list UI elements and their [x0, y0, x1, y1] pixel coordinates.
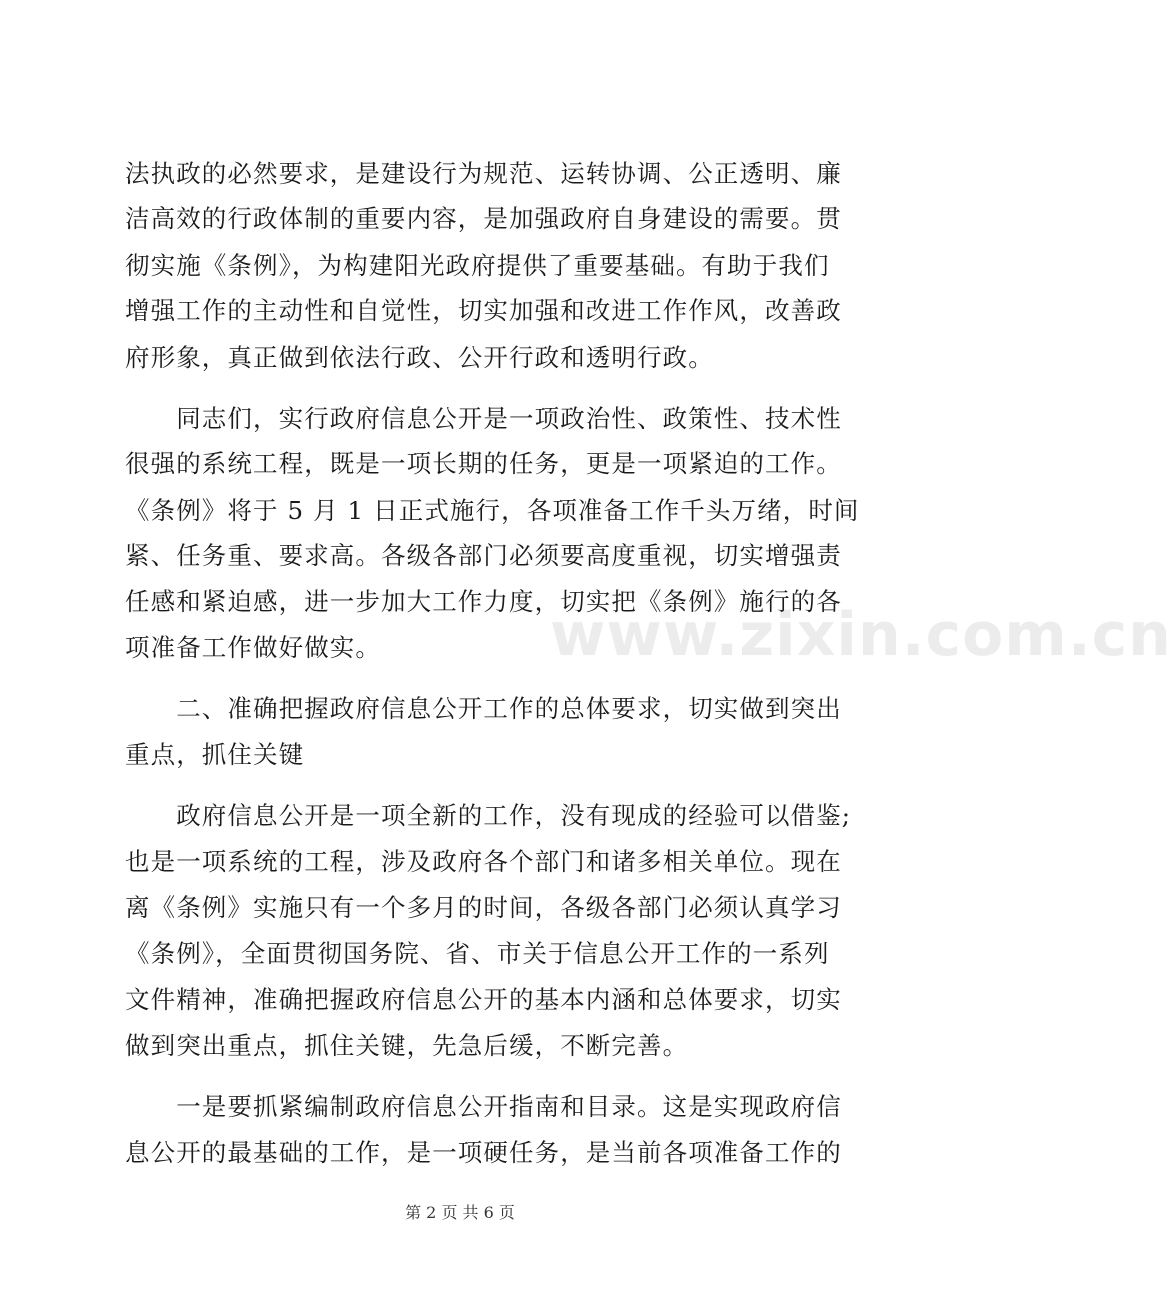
watermark: www.zixin.com.cn	[550, 600, 1172, 670]
text-line: 任感和紧迫感，进一步加大工作力度，切实把《条例》施行的各	[125, 587, 842, 616]
text-line: 一是要抓紧编制政府信息公开指南和目录。这是实现政府信	[125, 1092, 842, 1121]
page-footer: 第 2 页 共 6 页	[405, 1203, 515, 1222]
text-line: 府形象，真正做到依法行政、公开行政和透明行政。	[125, 343, 714, 372]
text-line: 政府信息公开是一项全新的工作，没有现成的经验可以借鉴;	[125, 801, 852, 830]
text-line: 《条例》将于 5 月 1 日正式施行，各项准备工作千头万绪，时间	[125, 496, 860, 525]
text-line: 洁高效的行政体制的重要内容，是加强政府自身建设的需要。贯	[125, 204, 842, 233]
text-line: 紧、任务重、要求高。各级各部门必须要高度重视，切实增强责	[125, 541, 842, 570]
text-line: 做到突出重点，抓住关键，先急后缓，不断完善。	[125, 1031, 689, 1060]
text-line: 法执政的必然要求，是建设行为规范、运转协调、公正透明、廉	[125, 159, 842, 188]
text-line: 息公开的最基础的工作，是一项硬任务，是当前各项准备工作的	[125, 1138, 842, 1167]
text-line: 很强的系统工程，既是一项长期的任务，更是一项紧迫的工作。	[125, 449, 842, 478]
text-line: 离《条例》实施只有一个多月的时间，各级各部门必须认真学习	[125, 893, 842, 922]
text-line: 重点，抓住关键	[125, 740, 305, 769]
text-line: 《条例》，全面贯彻国务院、省、市关于信息公开工作的一系列	[125, 939, 830, 968]
text-line: 项准备工作做好做实。	[125, 633, 381, 662]
text-line: 也是一项系统的工程，涉及政府各个部门和诸多相关单位。现在	[125, 847, 842, 876]
text-line: 二、准确把握政府信息公开工作的总体要求，切实做到突出	[125, 694, 842, 723]
text-line: 彻实施《条例》，为构建阳光政府提供了重要基础。有助于我们	[125, 251, 830, 280]
text-line: 同志们，实行政府信息公开是一项政治性、政策性、技术性	[125, 404, 842, 433]
text-line: 文件精神，准确把握政府信息公开的基本内涵和总体要求，切实	[125, 985, 842, 1014]
text-line: 增强工作的主动性和自觉性，切实加强和改进工作作风，改善政	[125, 296, 842, 325]
